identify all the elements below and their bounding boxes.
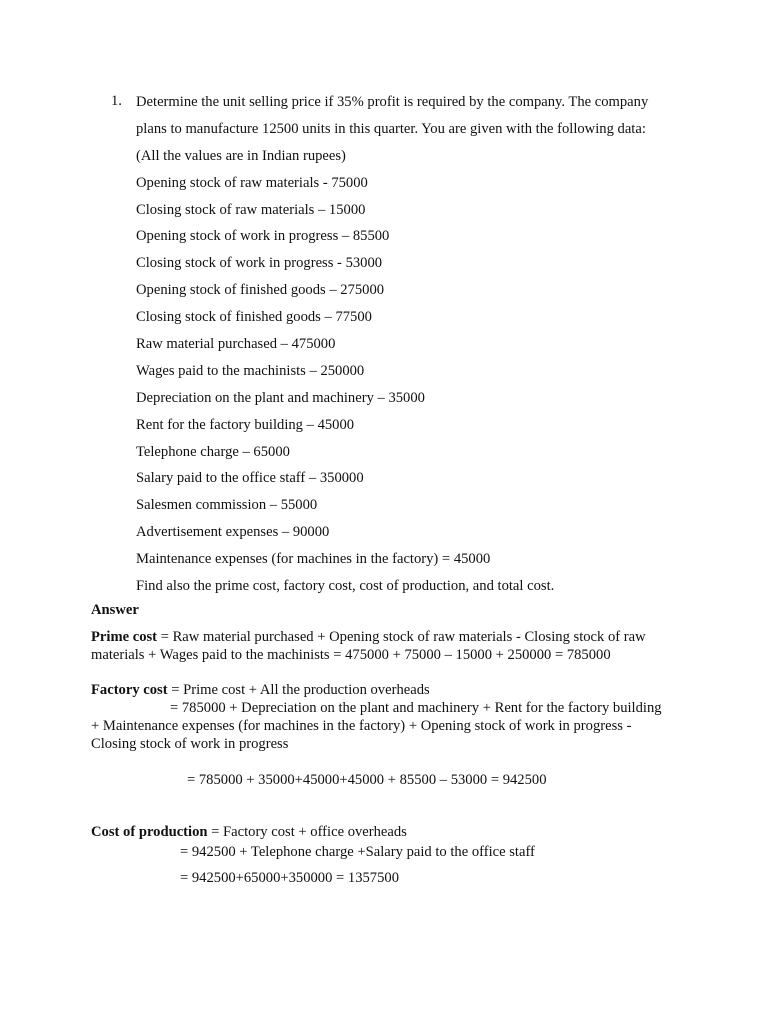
question-line: Raw material purchased – 475000 (136, 336, 336, 353)
factory-cost-line (91, 681, 691, 699)
question-line: Maintenance expenses (for machines in the factory) = 45000 (136, 551, 491, 568)
question-line: Find also the prime cost, factory cost, cost of production, and total cost. (136, 578, 555, 595)
question-line: Closing stock of raw materials – 15000 (136, 201, 366, 218)
factory-cost-section (91, 681, 691, 699)
question-line: Wages paid to the machinists – 250000 (136, 362, 365, 379)
cost-of-production-label: Cost of production (91, 824, 208, 840)
question-line: Rent for the factory building – 45000 (136, 416, 355, 433)
cost-of-production-result: = 942500+65000+350000 = 1357500 (180, 870, 399, 886)
prime-cost-formula-cont: materials + Wages paid to the machinists = 475000 + 75000 – 15000 + 250000 = 785000 (91, 647, 611, 663)
cost-of-production-definition: = Factory cost + office overheads (207, 824, 407, 840)
factory-cost-definition: = Prime cost + All the production overheads (167, 682, 430, 698)
factory-cost-expansion: = 785000 + Depreciation on the plant and machinery + Rent for the factory building (170, 700, 662, 716)
question-line: Closing stock of work in progress - 53000 (136, 255, 383, 272)
prime-cost-line (91, 628, 691, 646)
question-line: Salesmen commission – 55000 (136, 497, 318, 514)
factory-cost-expansion-cont (91, 717, 691, 753)
factory-cost-label: Factory cost (91, 682, 168, 698)
question-line: Depreciation on the plant and machinery – 35000 (136, 389, 425, 406)
question-text (136, 93, 648, 604)
answer-heading-text: Answer (91, 602, 139, 618)
question-line: Closing stock of finished goods – 77500 (136, 309, 372, 326)
question-line: Determine the unit selling price if 35% profit is required by the company. The company (136, 94, 649, 110)
cost-of-production-line (91, 823, 691, 841)
prime-cost-formula: = Raw material purchased + Opening stock of raw materials - Closing stock of raw (157, 629, 646, 645)
question-line: Telephone charge – 65000 (136, 443, 290, 460)
question-line: (All the values are in Indian rupees) (136, 147, 346, 164)
prime-cost-section (91, 628, 691, 664)
answer-heading (91, 601, 691, 619)
cost-of-production-section (91, 823, 691, 841)
prime-cost-label: Prime cost (91, 629, 158, 645)
factory-cost-expansion-line: + Maintenance expenses (for machines in the factory) + Opening stock of work in progress - (91, 718, 632, 734)
question-line: Salary paid to the office staff – 350000 (136, 470, 364, 487)
cost-of-production-expansion: = 942500 + Telephone charge +Salary paid to the office staff (180, 844, 535, 860)
question-line: Opening stock of raw materials - 75000 (136, 174, 368, 191)
question-line: plans to manufacture 12500 units in this quarter. You are given with the following data: (136, 120, 646, 137)
question-line: Opening stock of finished goods – 275000 (136, 282, 385, 299)
factory-cost-result: = 785000 + 35000+45000+45000 + 85500 – 53000 = 942500 (187, 772, 547, 788)
question-line: Opening stock of work in progress – 85500 (136, 228, 390, 245)
factory-cost-expansion-line: Closing stock of work in progress (91, 736, 289, 752)
question-line: Advertisement expenses – 90000 (136, 524, 330, 541)
question-number: 1. (111, 93, 122, 109)
